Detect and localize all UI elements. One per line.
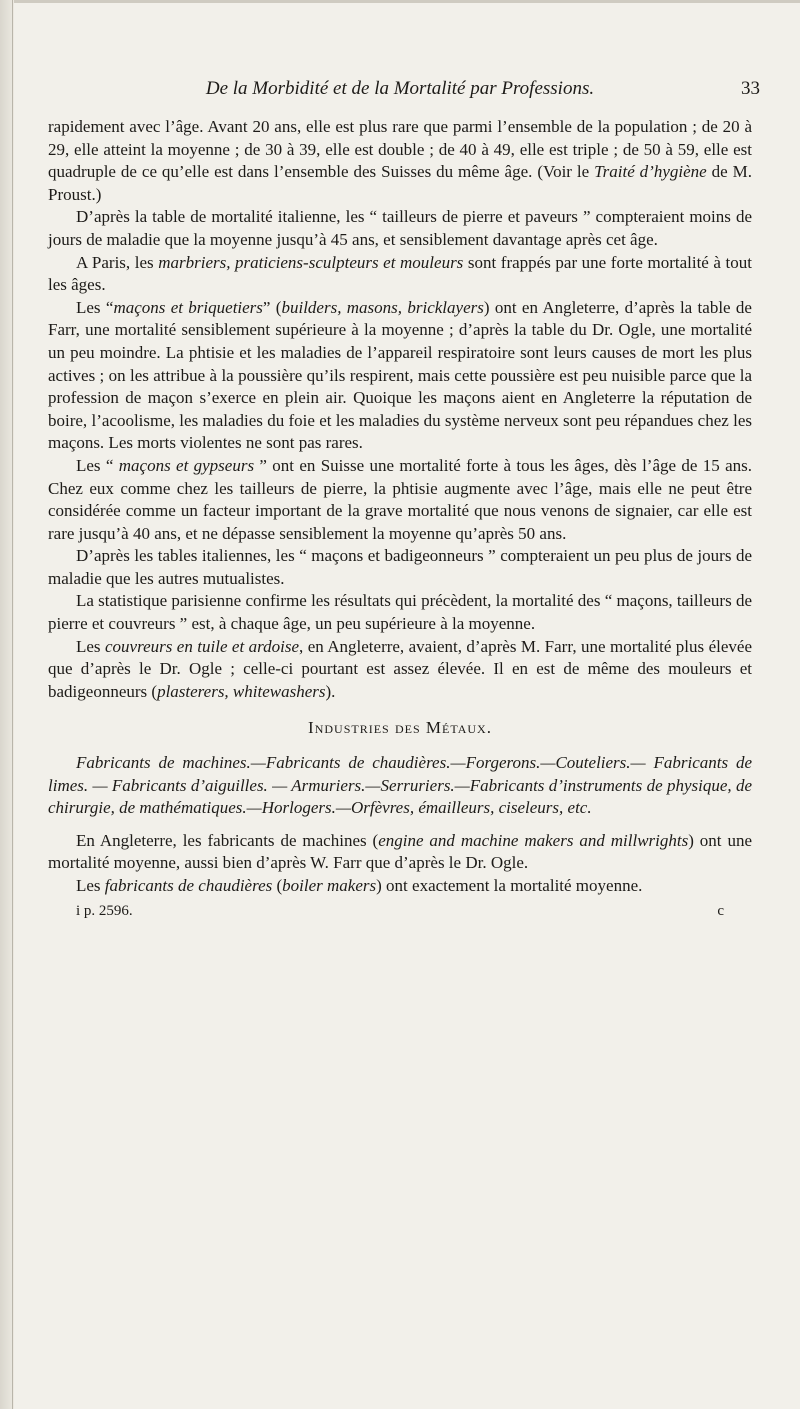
running-title: De la Morbidité et de la Mortalité par Professions. (205, 78, 595, 99)
paragraph-3: A Paris, les marbriers, praticiens-sculpteurs et mouleurs sont frappés par une forte mortalité à tout les âges. (48, 252, 752, 295)
page-binding-line (12, 0, 13, 1409)
paragraph-1: rapidement avec l’âge. Avant 20 ans, elle est plus rare que parmi l’ensemble de la population ; de 20 à 29, elle atteint la moyenne ; de 30 à 39, elle est double ; de 40 à 49, elle est triple ; de 50 à 59, elle est quadruple de ce qu’elle est dans l’ensemble des Suisses du même âge. (Voir le Traité d’hygiène de M. Proust.) (48, 117, 752, 204)
signature-mark: c (717, 902, 724, 919)
paragraph-4: Les “maçons et briquetiers” (builders, masons, bricklayers) ont en Angleterre, d’après la table de Farr, une mortalité sensiblement supérieure à la moyenne ; d’après la table du Dr. Ogle, une mortalité un peu moindre. La phtisie et les maladies de l’appareil respiratoire sont leurs causes de mort les plus actives ; on les attribue à la poussière qu’ils respirent, mais cette poussière est peu nuisible parce que la profession de maçon s’exerce en plein air. Quoique les maçons aient en Angleterre la réputation de boire, l’acoolisme, les maladies du foie et les maladies du système nerveux sont peu répandues chez les maçons. Les morts violentes ne sont pas rares. (48, 297, 752, 453)
page-number: 33 (741, 78, 760, 99)
paragraph-6: D’après les tables italiennes, les “ maçons et badigeonneurs ” compteraient un peu plus de jours de maladie que les autres mutualistes. (48, 546, 752, 588)
section-heading: Industries des Métaux. (308, 718, 492, 738)
industries-list: Fabricants de machines.—Fabricants de chaudières.—Forgerons.—Couteliers.— Fabricants de limes. — Fabricants d’aiguilles. — Armuriers.—Serruriers.—Fabricants d’instruments de physique, de chirurgie, de mathématiques.—Horlogers.—Orfèvres, émailleurs, ciseleurs, etc. (48, 753, 752, 818)
paragraph-9: En Angleterre, les fabricants de machines (engine and machine makers and millwrights) ont une mortalité moyenne, aussi bien d’après W. Farr que d’après le Dr. Ogle. (48, 830, 752, 873)
footer-reference: i p. 2596. (76, 902, 133, 919)
paragraph-10: Les fabricants de chaudières (boiler makers) ont exactement la mortalité moyenne. (76, 876, 643, 895)
paragraph-5: Les “ maçons et gypseurs ” ont en Suisse une mortalité forte à tous les âges, dès l’âge de 15 ans. Chez eux comme chez les tailleurs de pierre, la phtisie augmente avec l’âge, mais elle ne peut être considérée comme un facteur important de la grave mortalité que nous venons de signaier, car elle est rare jusqu’à 40 ans, et ne dépasse sensiblement la moyenne qu’après 50 ans. (48, 455, 752, 543)
body-text (48, 116, 752, 922)
paragraph-8: Les couvreurs en tuile et ardoise, en Angleterre, avaient, d’après M. Farr, une mortalité plus élevée que d’après le Dr. Ogle ; celle-ci pourtant est assez élevée. Il en est de même des mouleurs et badigeonneurs (plasterers, whitewashers). (48, 636, 752, 701)
footer-signature-row (48, 898, 752, 923)
page-top-edge (0, 0, 800, 3)
paragraph-2: D’après la table de mortalité italienne, les “ tailleurs de pierre et paveurs ” compteraient moins de jours de maladie que la moyenne jusqu’à 45 ans, et sensiblement davantage après cet âge. (48, 207, 752, 249)
page-header (100, 78, 760, 112)
paragraph-7: La statistique parisienne confirme les résultats qui précèdent, la mortalité des “ maçons, tailleurs de pierre et couvreurs ” est, à chaque âge, un peu supérieure à la moyenne. (48, 591, 752, 634)
